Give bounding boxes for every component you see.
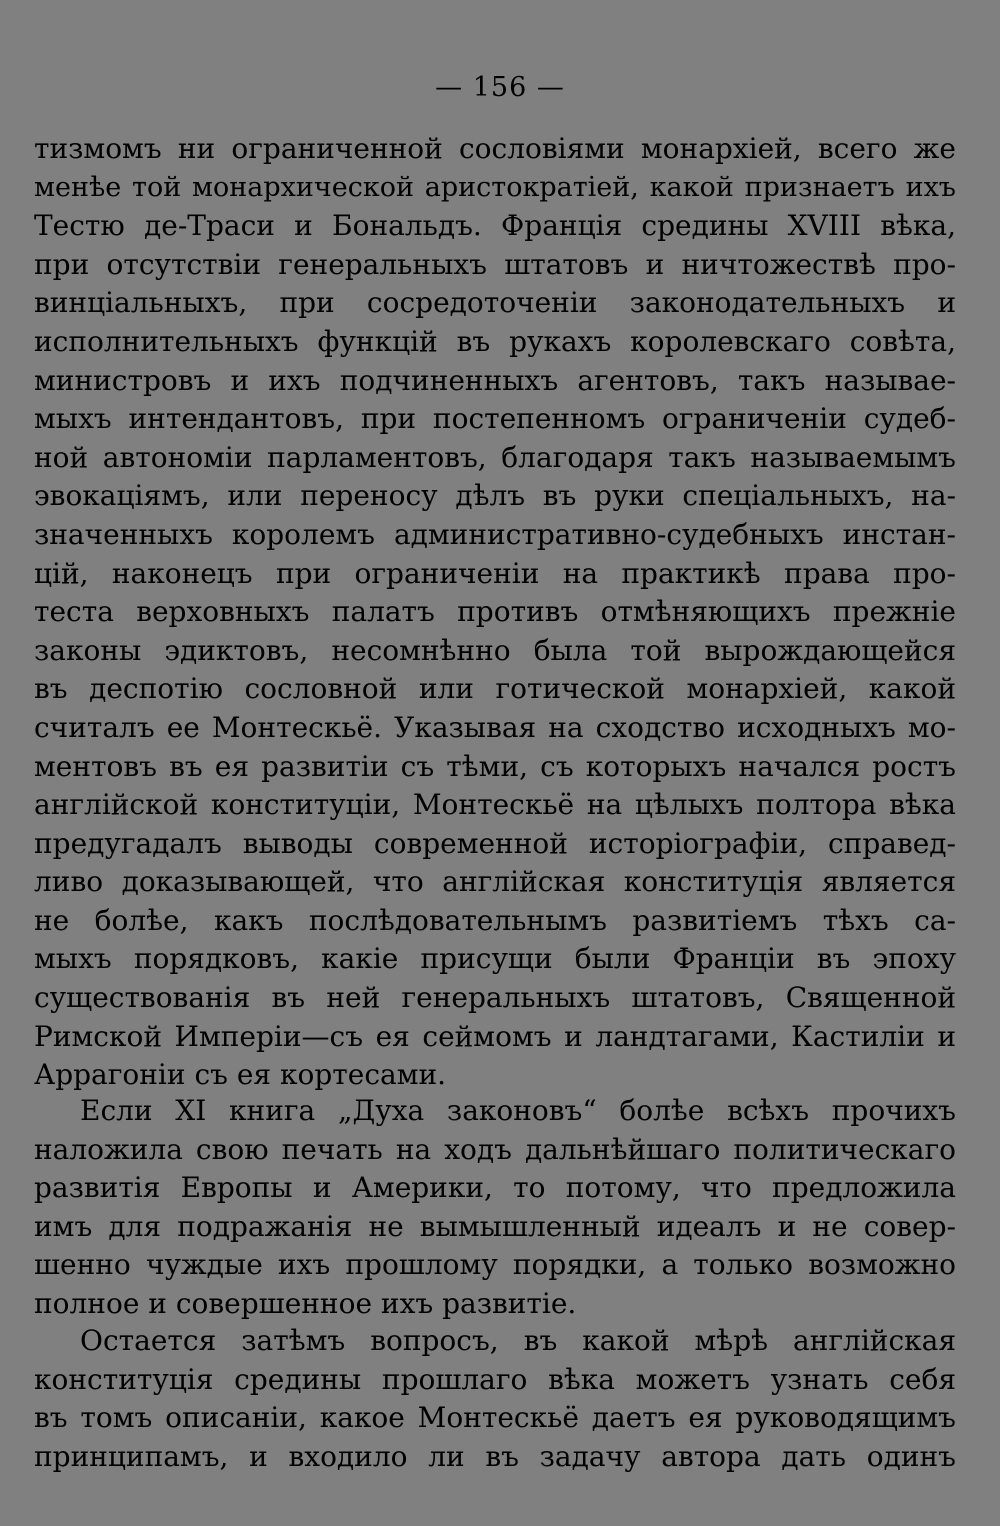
- text-line: англійской конституціи, Монтескьё на цѣлыхъ полтора вѣка: [34, 788, 956, 822]
- paragraph: [34, 1322, 956, 1476]
- text-line: ментовъ въ ея развитіи съ тѣми, съ которыхъ начался ростъ: [34, 749, 956, 783]
- text-line: полное и совершенное ихъ развитіе.: [34, 1286, 577, 1320]
- text-line: винціальныхъ, при сосредоточеніи законодательныхъ и: [34, 286, 956, 320]
- text-line: ливо доказывающей, что англійская конституція является: [34, 865, 956, 899]
- text-line: Если XI книга „Духа законовъ“ болѣе всѣхъ прочихъ: [80, 1094, 956, 1127]
- text-line: цій, наконецъ при ограниченіи на практикѣ права про-: [34, 556, 956, 590]
- text-line: въ томъ описаніи, какое Монтескьё даетъ ея руководящимъ: [34, 1401, 956, 1435]
- text-line: предугадалъ выводы современной исторіографіи, справед-: [34, 826, 956, 860]
- text-line: значенныхъ королемъ административно-судебныхъ инстан-: [34, 517, 956, 551]
- text-line: мыхъ интендантовъ, при постепенномъ ограниченіи судеб-: [34, 402, 956, 436]
- text-line: Остается затѣмъ вопросъ, въ какой мѣрѣ англійская: [80, 1324, 956, 1357]
- text-line: шенно чуждые ихъ прошлому порядки, а только возможно: [34, 1248, 956, 1282]
- text-line: министровъ и ихъ подчиненныхъ агентовъ, такъ называе-: [34, 363, 956, 397]
- text-line: развитія Европы и Америки, то потому, что предложила: [34, 1171, 956, 1205]
- text-line: Аррагоніи съ ея кортесами.: [34, 1058, 447, 1092]
- paragraph: [34, 1092, 956, 1324]
- text-line: считалъ ее Монтескьё. Указывая на сходство исходныхъ мо-: [34, 710, 956, 744]
- text-line: конституція средины прошлаго вѣка можетъ узнать себя: [34, 1362, 956, 1396]
- text-line: въ деспотію сословной или готической монархіей, какой: [34, 672, 956, 706]
- text-line: наложила свою печать на ходъ дальнѣйшаго политическаго: [34, 1132, 956, 1166]
- page-number: — 156 —: [435, 72, 565, 103]
- text-line: эвокаціямъ, или переносу дѣлъ въ руки спеціальныхъ, на-: [34, 479, 956, 513]
- text-line: при отсутствіи генеральныхъ штатовъ и ничтожествѣ про-: [34, 247, 956, 281]
- text-line: ной автономіи парламентовъ, благодаря такъ называемымъ: [34, 440, 956, 474]
- text-line: Римской Имперіи—съ ея сеймомъ и ландтагами, Кастиліи и: [34, 1019, 956, 1053]
- text-line: существованія въ ней генеральныхъ штатовъ, Священной: [34, 981, 956, 1015]
- text-line: теста верховныхъ палатъ противъ отмѣняющихъ прежніе: [34, 595, 956, 629]
- text-line: мыхъ порядковъ, какіе присущи были Франціи въ эпоху: [34, 942, 956, 976]
- text-line: менѣе той монархической аристократіей, какой признаетъ ихъ: [34, 171, 956, 203]
- text-line: тизмомъ ни ограниченной сословіями монархіей, всего же: [34, 132, 956, 165]
- text-line: законы эдиктовъ, несомнѣнно была той вырождающейся: [34, 633, 956, 667]
- text-line: принципамъ, и входило ли въ задачу автора дать одинъ: [34, 1439, 956, 1473]
- text-line: исполнительныхъ функцій въ рукахъ королевскаго совѣта,: [34, 324, 956, 358]
- paragraph: [34, 130, 956, 1095]
- text-line: имъ для подражанія не вымышленный идеалъ и не совер-: [34, 1209, 956, 1243]
- text-line: Тестю де-Траси и Бональдъ. Франція средины XVIII вѣка,: [34, 209, 956, 243]
- text-line: не болѣе, какъ послѣдовательнымъ развитіемъ тѣхъ са-: [34, 903, 956, 937]
